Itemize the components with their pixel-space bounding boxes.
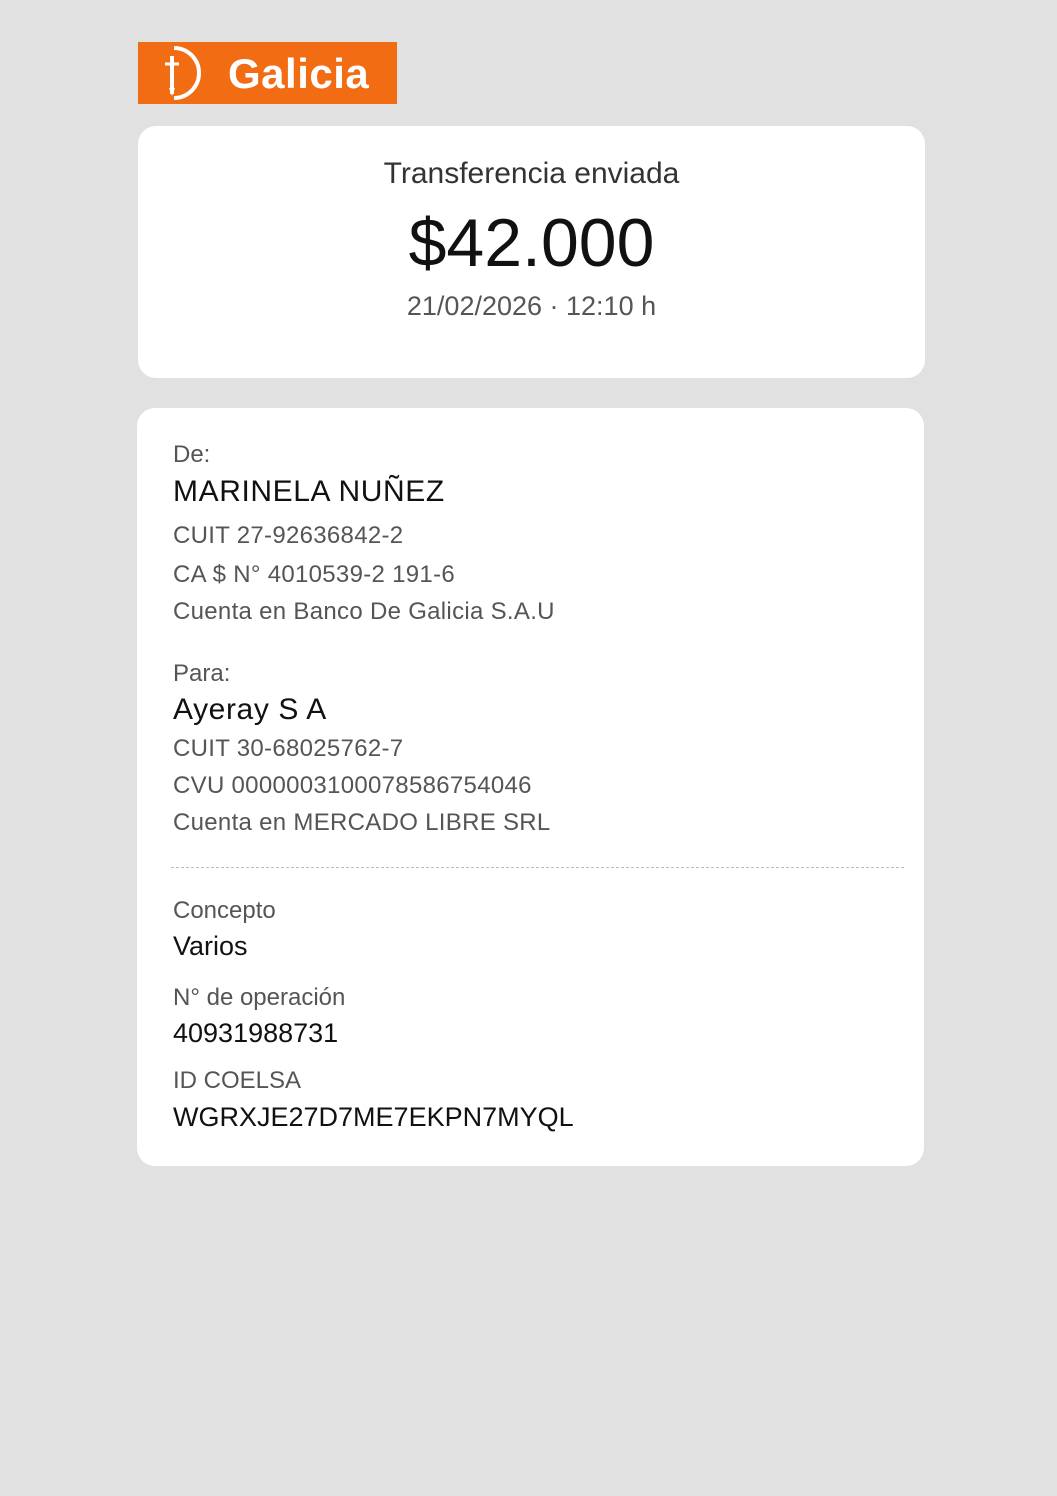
from-bank: Cuenta en Banco De Galicia S.A.U (173, 598, 555, 625)
from-account: CA $ N° 4010539-2 191-6 (173, 561, 456, 588)
transfer-datetime: 21/02/2026 · 12:10 h (406, 291, 657, 321)
from-name: MARINELA NUÑEZ (173, 475, 445, 508)
brand-name: Galicia (228, 50, 370, 97)
section-divider (171, 867, 904, 868)
to-account: CVU 0000003100078586754046 (173, 772, 532, 799)
coelsa-id-label: ID COELSA (173, 1067, 302, 1094)
to-bank: Cuenta en MERCADO LIBRE SRL (173, 809, 551, 836)
to-name: Ayeray S A (173, 693, 327, 726)
from-label: De: (173, 441, 211, 468)
to-cuit: CUIT 30-68025762-7 (173, 735, 404, 762)
from-cuit: CUIT 27-92636842-2 (173, 522, 404, 549)
operation-number-value: 40931988731 (173, 1018, 339, 1048)
operation-number-label: N° de operación (173, 984, 346, 1011)
concept-label: Concepto (173, 897, 276, 924)
transfer-status-title: Transferencia enviada (383, 157, 680, 190)
transfer-amount: $42.000 (408, 205, 655, 281)
galicia-logo (138, 42, 397, 104)
to-label: Para: (173, 660, 231, 687)
concept-value: Varios (173, 931, 248, 961)
galicia-cross-logo-icon (138, 42, 214, 104)
coelsa-id-value: WGRXJE27D7ME7EKPN7MYQL (173, 1102, 574, 1132)
